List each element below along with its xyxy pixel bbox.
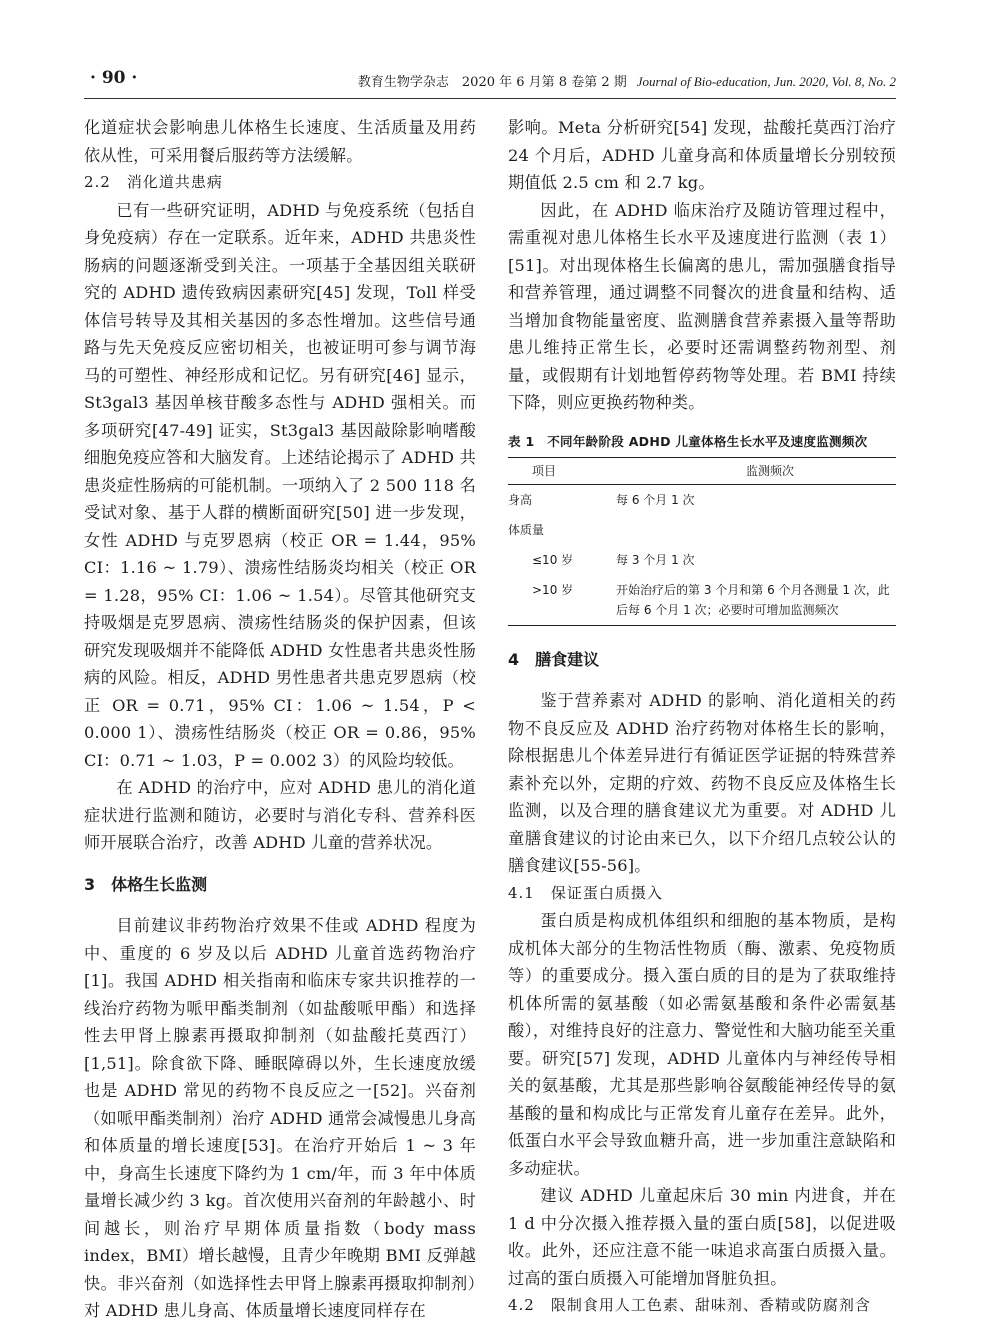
paragraph: 建议 ADHD 儿童起床后 30 min 内进食，并在 1 d 中分次摄入推荐摄入量的蛋白质[58]，以促进吸收。此外，还应注意不能一味追求高蛋白质摄入量。过高的蛋白质摄入可能增加肾脏负担。 (508, 1186, 896, 1288)
section-heading-4: 4 膳食建议 (508, 649, 600, 669)
table-row (508, 575, 896, 626)
page-number: · 90 · (90, 68, 138, 88)
journal-title-en: Journal of Bio-education, Jun. 2020, Vol. 8, No. 2 (636, 74, 896, 89)
left-column (84, 114, 476, 1325)
section-heading-4-2: 4.2 限制食用人工色素、甜味剂、香精或防腐剂含 (508, 1296, 871, 1314)
table-1 (508, 431, 896, 626)
table-cell-frequency: 每 6 个月 1 次 (616, 492, 695, 507)
table-header-item: 项目 (508, 457, 616, 484)
table-cell-item: ≤10 岁 (532, 552, 574, 567)
running-head (358, 71, 896, 90)
table-row (508, 515, 896, 545)
monitoring-table (508, 457, 896, 626)
paragraph: 化道症状会影响患儿体格生长速度、生活质量及用药依从性，可采用餐后服药等方法缓解。 (84, 118, 476, 165)
table-cell-item: 身高 (508, 492, 533, 507)
table-caption: 表 1 不同年龄阶段 ADHD 儿童体格生长水平及速度监测频次 (508, 433, 868, 449)
table-cell-frequency: 开始治疗后的第 3 个月和第 6 个月各测量 1 次，此后每 6 个月 1 次；必要时可增加监测频次 (616, 575, 896, 626)
paragraph: 影响。Meta 分析研究[54] 发现，盐酸托莫西汀治疗 24 个月后，ADHD 儿童身高和体质量增长分别较预期值低 2.5 cm 和 2.7 kg。 (508, 118, 896, 192)
section-heading-2-2: 2.2 消化道共患病 (84, 173, 223, 191)
journal-title-cn: 教育生物学杂志 2020 年 6 月第 8 卷第 2 期 (357, 75, 627, 90)
table-cell-item: 体质量 (508, 522, 545, 537)
paragraph: 鉴于营养素对 ADHD 的影响、消化道相关的药物不良反应及 ADHD 治疗药物对体格生长的影响，除根据患儿个体差异进行有循证医学证据的特殊营养素补充以外，定期的疗效、药物不良反应及体格生长监测，以及合理的膳食建议尤为重要。对 ADHD 儿童膳食建议的讨论由来已久，以下介绍几点较公认的膳食建议[55-56]。 (508, 691, 896, 875)
table-cell-frequency: 每 3 个月 1 次 (616, 552, 695, 567)
table-cell-frequency (616, 515, 896, 545)
table-header-frequency: 监测频次 (616, 457, 896, 484)
section-heading-3: 3 体格生长监测 (84, 874, 208, 894)
right-column (508, 114, 896, 1320)
paragraph: 因此，在 ADHD 临床治疗及随访管理过程中，需重视对患儿体格生长水平及速度进行监测（表 1）[51]。对出现体格生长偏离的患儿，需加强膳食指导和营养管理，通过调整不同餐次的进食量和结构、适当增加食物能量密度、监测膳食营养素摄入量等帮助患儿维持正常生长，必要时还需调整药物剂型、剂量，或假期有计划地暂停药物等处理。若 BMI 持续下降，则应更换药物种类。 (508, 200, 896, 412)
table-cell-item: >10 岁 (508, 575, 616, 626)
paragraph: 蛋白质是构成机体组织和细胞的基本物质，是构成机体大部分的生物活性物质（酶、激素、免疫物质等）的重要成分。摄入蛋白质的目的是为了获取维持机体所需的氨基酸（如必需氨基酸和条件必需氨基酸），对维持良好的注意力、警觉性和大脑功能至关重要。研究[57] 发现，ADHD 儿童体内与神经传导相关的氨基酸，尤其是那些影响谷氨酸能神经传导的氨基酸的量和构成比与正常发育儿童存在差异。此外，低蛋白水平会导致血糖升高，进一步加重注意缺陷和多动症状。 (508, 911, 896, 1178)
paragraph: 已有一些研究证明，ADHD 与免疫系统（包括自身免疫病）存在一定联系。近年来，ADHD 共患炎性肠病的问题逐渐受到关注。一项基于全基因组关联研究的 ADHD 遗传致病因素研究[45] 发现，Toll 样受体信号转导及其相关基因的多态性增加。这些信号通路与先天免疫反应密切相关，也被证明可参与调节海马的可塑性、神经形成和记忆。另有研究[46] 显示，St3gal3 基因单核苷酸多态性与 ADHD 强相关。而多项研究[47-49] 证实，St3gal3 基因敲除影响嗜酸细胞免疫应答和大脑发育。上述结论揭示了 ADHD 共患炎症性肠病的可能机制。一项纳入了 2 500 118 名受试对象、基于人群的横断面研究[50] 进一步发现，女性 ADHD 与克罗恩病（校正 OR = 1.44，95% CI：1.16 ~ 1.79）、溃疡性结肠炎均相关（校正 OR = 1.28，95% CI：1.06 ~ 1.54）。尽管其他研究支持吸烟是克罗恩病、溃疡性结肠炎的保护因素，但该研究发现吸烟并不能降低 ADHD 女性患者共患炎性肠病的风险。相反，ADHD 男性患者共患克罗恩病（校正 OR = 0.71，95% CI：1.06 ~ 1.54，P < 0.000 1）、溃疡性结肠炎（校正 OR = 0.86，95% CI：0.71 ~ 1.03，P = 0.002 3）的风险均较低。 (84, 200, 476, 770)
table-row (508, 545, 896, 575)
paragraph: 目前建议非药物治疗效果不佳或 ADHD 程度为中、重度的 6 岁及以后 ADHD 儿童首选药物治疗[1]。我国 ADHD 相关指南和临床专家共识推荐的一线治疗药物为哌甲酯类制剂（如盐酸哌甲酯）和选择性去甲肾上腺素再摄取抑制剂（如盐酸托莫西汀）[1,51]。除食欲下降、睡眠障碍以外，生长速度放缓也是 ADHD 常见的药物不良反应之一[52]。兴奋剂（如哌甲酯类制剂）治疗 ADHD 通常会减慢患儿身高和体质量的增长速度[53]。在治疗开始后 1 ~ 3 年中，身高生长速度下降约为 1 cm/年，而 3 年中体质量增长减少约 3 kg。首次使用兴奋剂的年龄越小、时间越长，则治疗早期体质量指数（body mass index，BMI）增长越慢，且青少年晚期 BMI 反弹越快。非兴奋剂（如选择性去甲肾上腺素再摄取抑制剂）对 ADHD 患儿身高、体质量增长速度同样存在 (84, 916, 476, 1320)
section-heading-4-1: 4.1 保证蛋白质摄入 (508, 883, 663, 902)
paragraph: 在 ADHD 的治疗中，应对 ADHD 患儿的消化道症状进行监测和随访，必要时与消化专科、营养科医师开展联合治疗，改善 ADHD 儿童的营养状况。 (84, 778, 476, 852)
page-header (84, 64, 896, 99)
table-row (508, 484, 896, 515)
